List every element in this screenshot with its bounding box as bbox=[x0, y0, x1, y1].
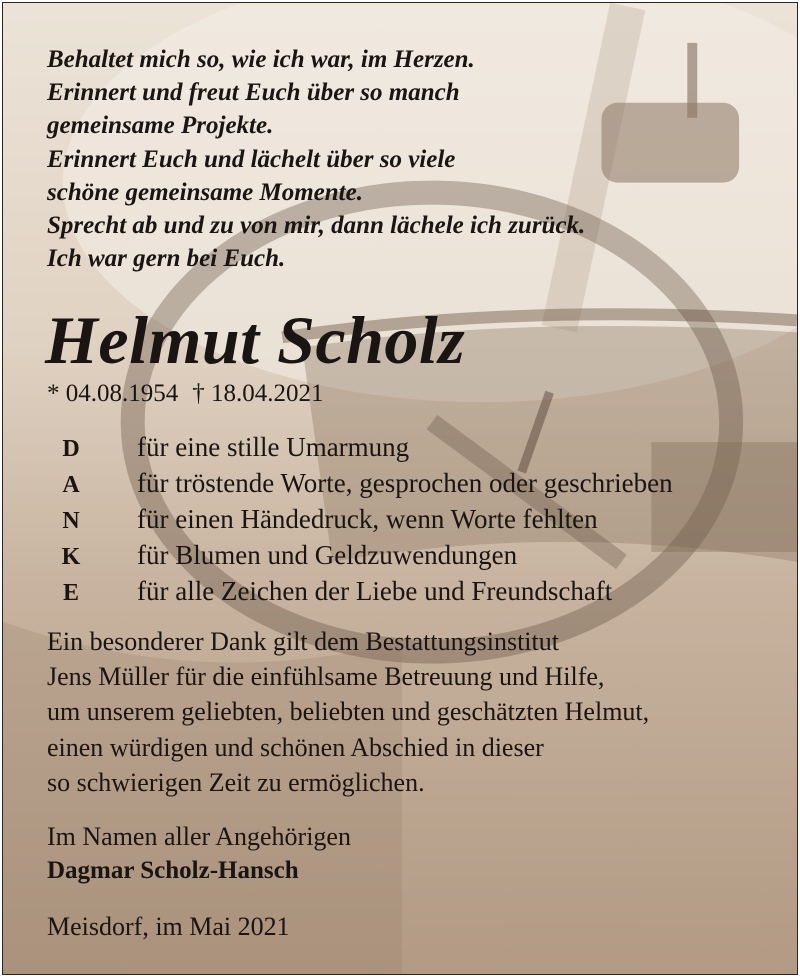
danke-row bbox=[53, 430, 673, 466]
life-dates bbox=[47, 379, 324, 409]
danke-text: für alle Zeichen der Liebe und Freundschaft bbox=[137, 576, 613, 606]
place-and-date: Meisdorf, im Mai 2021 bbox=[47, 912, 290, 941]
obituary-card bbox=[2, 2, 798, 975]
danke-text: für einen Händedruck, wenn Worte fehlten bbox=[137, 504, 598, 534]
thanks-line: Ein besonderer Dank gilt dem Bestattungsinstitut bbox=[47, 627, 559, 656]
obituary-content bbox=[3, 3, 797, 974]
poem-line: Erinnert Euch und lächelt über so viele bbox=[47, 145, 456, 173]
danke-text: für eine stille Umarmung bbox=[137, 432, 410, 462]
danke-row bbox=[53, 538, 673, 574]
memorial-poem bbox=[47, 43, 585, 275]
thanks-line: so schwierigen Zeit zu ermöglichen. bbox=[47, 767, 425, 797]
danke-text: für Blumen und Geldzuwendungen bbox=[137, 540, 518, 570]
poem-line: schöne gemeinsame Momente. bbox=[47, 178, 363, 206]
danke-letter: K bbox=[61, 544, 81, 570]
death-date: † 18.04.2021 bbox=[192, 380, 324, 407]
signer-name: Dagmar Scholz-Hansch bbox=[47, 857, 299, 884]
danke-row bbox=[53, 502, 673, 538]
danke-letter: N bbox=[62, 508, 80, 534]
special-thanks bbox=[47, 624, 649, 800]
closing-signature bbox=[47, 820, 351, 888]
poem-line: Sprecht ab und zu von mir, dann lächele ich zurück. bbox=[47, 212, 586, 240]
danke-list bbox=[53, 430, 673, 610]
poem-line: gemeinsame Projekte. bbox=[47, 112, 274, 140]
danke-letter: E bbox=[62, 580, 79, 606]
thanks-line: Jens Müller für die einfühlsame Betreuung und Hilfe, bbox=[47, 662, 605, 692]
danke-row bbox=[53, 466, 673, 502]
danke-letter: A bbox=[62, 472, 80, 498]
danke-text: für tröstende Worte, gesprochen oder geschrieben bbox=[137, 468, 673, 498]
danke-row bbox=[53, 574, 673, 610]
thanks-line: einen würdigen und schönen Abschied in dieser bbox=[47, 732, 544, 762]
closing-intro: Im Namen aller Angehörigen bbox=[47, 822, 351, 851]
poem-line: Ich war gern bei Euch. bbox=[47, 245, 286, 273]
deceased-name: Helmut Scholz bbox=[45, 302, 466, 378]
birth-date: * 04.08.1954 bbox=[47, 380, 179, 407]
danke-letter: D bbox=[62, 436, 80, 462]
thanks-line: um unserem geliebten, beliebten und geschätzten Helmut, bbox=[47, 697, 650, 727]
poem-line: Behaltet mich so, wie ich war, im Herzen. bbox=[47, 46, 475, 73]
poem-line: Erinnert und freut Euch über so manch bbox=[47, 79, 460, 107]
